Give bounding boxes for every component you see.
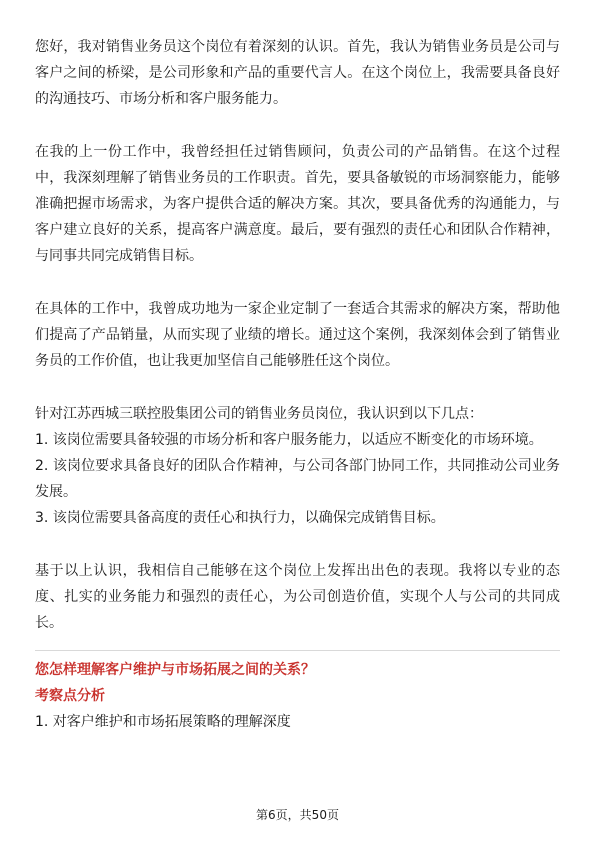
answer-paragraph-5: 基于以上认识，我相信自己能够在这个岗位上发挥出出色的表现。我将以专业的态度、扎实的业务能力和强烈的责任心，为公司创造价值，实现个人与公司的共同成长。 xyxy=(35,563,560,631)
answer-paragraph-1: 您好，我对销售业务员这个岗位有着深刻的认识。首先，我认为销售业务员是公司与客户之间的桥梁，是公司形象和产品的重要代言人。在这个岗位上，我需要具备良好的沟通技巧、市场分析和客户服务能力。 xyxy=(35,39,560,107)
list-item: 2. 该岗位要求具备良好的团队合作精神，与公司各部门协同工作，共同推动公司业务发展。 xyxy=(35,458,560,500)
analysis-item: 1. 对客户维护和市场拓展策略的理解深度 xyxy=(35,714,291,730)
list-item: 3. 该岗位需要具备高度的责任心和执行力，以确保完成销售目标。 xyxy=(35,510,445,526)
question-title: 您怎样理解客户维护与市场拓展之间的关系？ xyxy=(35,662,315,678)
answer-paragraph-3: 在具体的工作中，我曾成功地为一家企业定制了一套适合其需求的解决方案，帮助他们提高了产品销量，从而实现了业绩的增长。通过这个案例，我深刻体会到了销售业务员的工作价值，也让我更加坚信自己能够胜任这个岗位。 xyxy=(35,301,560,369)
section-divider xyxy=(35,650,560,651)
list-item: 1. 该岗位需要具备较强的市场分析和客户服务能力，以适应不断变化的市场环境。 xyxy=(35,432,543,448)
analysis-heading: 考察点分析 xyxy=(35,688,105,704)
list-intro: 针对江苏西城三联控股集团公司的销售业务员岗位，我认识到以下几点： xyxy=(35,406,483,422)
document-body xyxy=(35,34,560,735)
answer-paragraph-2: 在我的上一份工作中，我曾经担任过销售顾问，负责公司的产品销售。在这个过程中，我深刻理解了销售业务员的工作职责。首先，要具备敏锐的市场洞察能力，能够准确把握市场需求，为客户提供合适的解决方案。其次，要具备优秀的沟通能力，与客户建立良好的关系，提高客户满意度。最后，要有强烈的责任心和团队合作精神，与同事共同完成销售目标。 xyxy=(35,144,560,264)
position-understanding-list xyxy=(35,401,560,531)
page-number: 第6页，共50页 xyxy=(256,808,339,822)
